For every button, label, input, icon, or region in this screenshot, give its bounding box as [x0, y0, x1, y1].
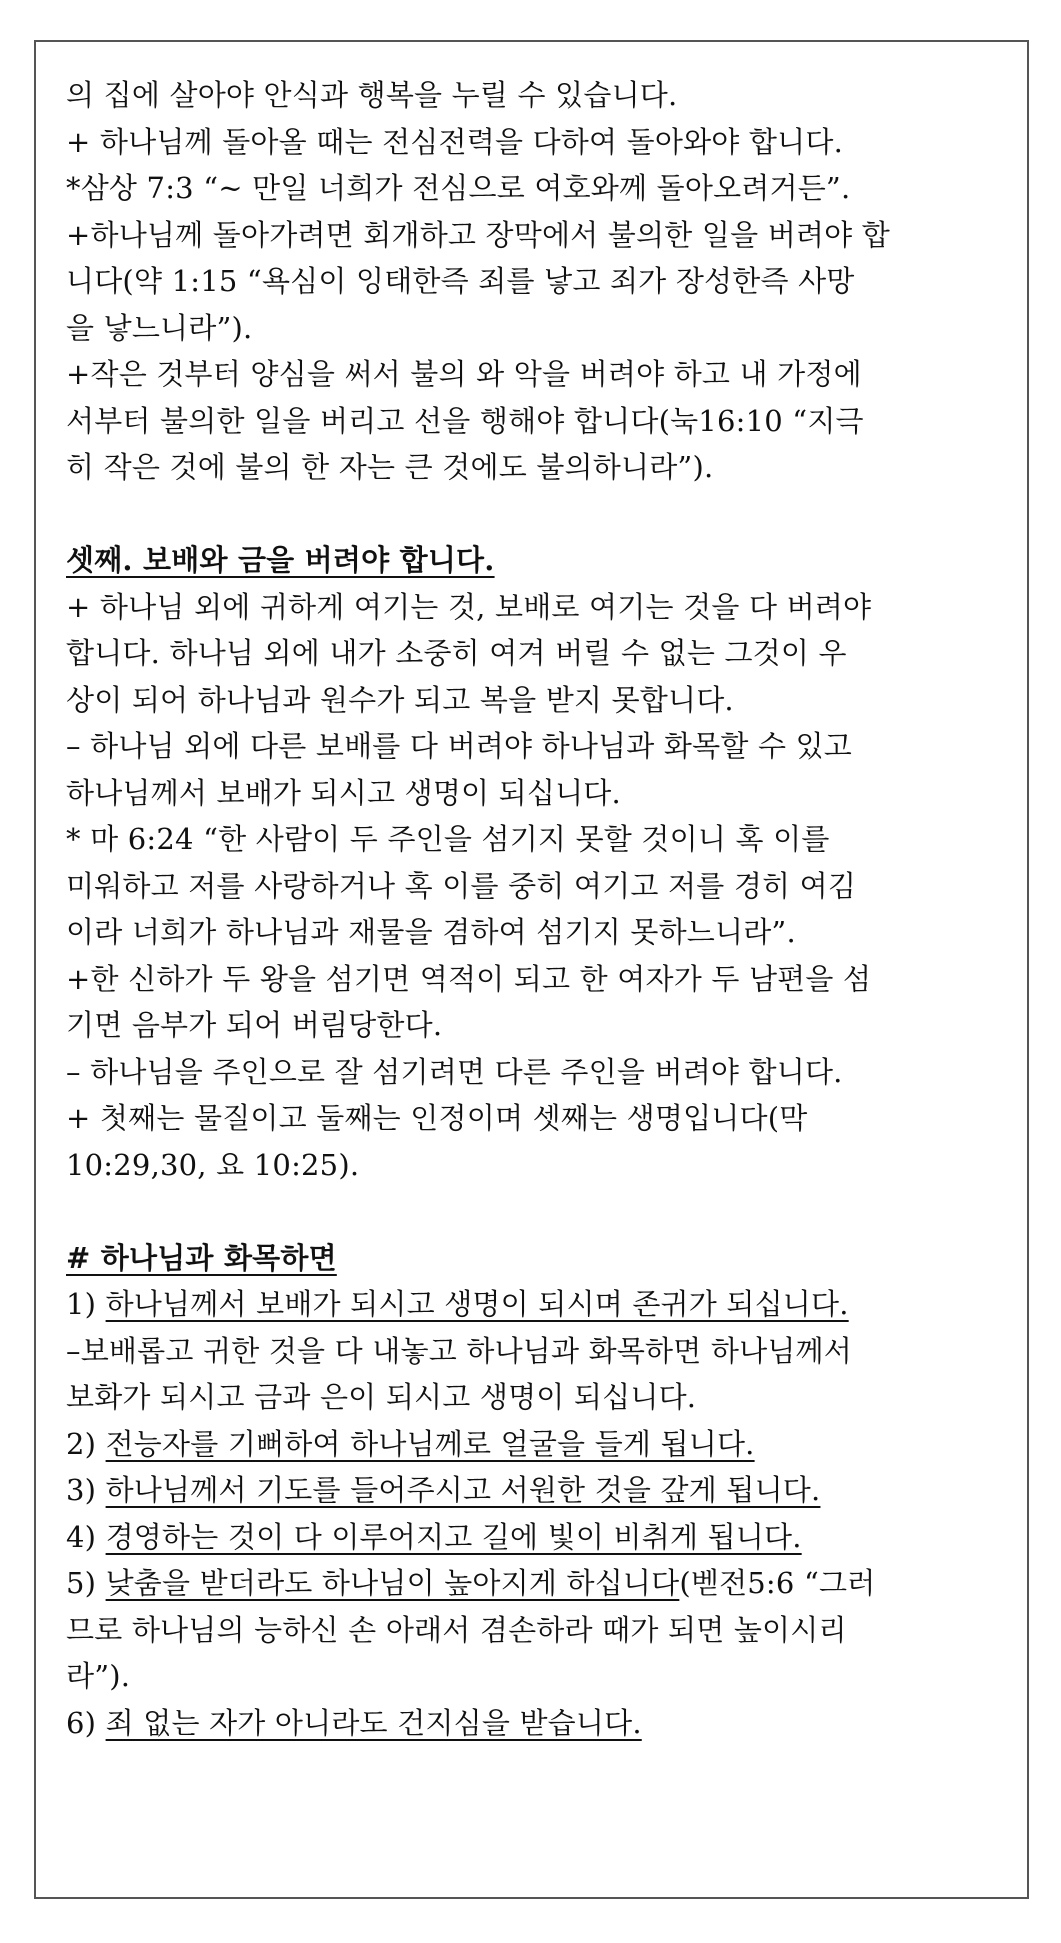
text-line: +한 신하가 두 왕을 섬기면 역적이 되고 한 여자가 두 남편을 섬 — [66, 961, 872, 996]
text-line: –보배롭고 귀한 것을 다 내놓고 하나님과 화목하면 하나님께서 — [66, 1333, 852, 1368]
text-line: +하나님께 돌아가려면 회개하고 장막에서 불의한 일을 버려야 합 — [66, 217, 890, 252]
text-line: 기면 음부가 되어 버림당한다. — [66, 1008, 443, 1042]
list-item — [66, 1700, 1016, 1747]
paragraph-gap — [66, 491, 1016, 538]
section-heading — [66, 1235, 1016, 1282]
text-line: 므로 하나님의 능하신 손 아래서 겸손하라 때가 되면 높이시리 — [66, 1612, 847, 1647]
text-line: 하나님께서 보배가 되시고 생명이 되십니다. — [66, 775, 621, 810]
text-line: 상이 되어 하나님과 원수가 되고 복을 받지 못합니다. — [66, 682, 734, 717]
text-line: 서부터 불의한 일을 버리고 선을 행해야 합니다(눅16:10 “지극 — [66, 403, 864, 438]
text-line: – 하나님 외에 다른 보배를 다 버려야 하나님과 화목할 수 있고 — [66, 729, 853, 763]
list-item — [66, 1467, 1016, 1514]
list-item-text: 죄 없는 자가 아니라도 건지심을 받습니다. — [105, 1705, 642, 1740]
list-item-text: 하나님께서 기도를 들어주시고 서원한 것을 갚게 됩니다. — [105, 1473, 821, 1507]
list-item-text: 하나님께서 보배가 되시고 생명이 되시며 존귀가 되십니다. — [105, 1287, 849, 1321]
text-line: + 하나님 외에 귀하게 여기는 것, 보배로 여기는 것을 다 버려야 — [66, 589, 872, 624]
text-line: 이라 너희가 하나님과 재물을 겸하여 섬기지 못하느니라”. — [66, 915, 796, 949]
list-item-text: 경영하는 것이 다 이루어지고 길에 빛이 비취게 됩니다. — [105, 1519, 802, 1554]
paragraph-gap — [66, 1188, 1016, 1235]
text-line: 을 낳느니라”). — [66, 310, 253, 345]
text-line: *삼상 7:3 “~ 만일 너희가 전심으로 여호와께 돌아오려거든”. — [66, 171, 851, 205]
list-item-text: 전능자를 기뻐하여 하나님께로 얼굴을 들게 됩니다. — [105, 1426, 755, 1461]
list-number: 5) — [66, 1566, 97, 1600]
text-line: 히 작은 것에 불의 한 자는 큰 것에도 불의하니라”). — [66, 450, 714, 484]
list-item-text: 낮춤을 받더라도 하나님이 높아지게 하십니다 — [105, 1566, 680, 1600]
list-item — [66, 1281, 1016, 1328]
list-item-reference: (벧전5:6 “그러 — [679, 1566, 876, 1600]
list-number: 6) — [66, 1705, 97, 1740]
text-line: 미워하고 저를 사랑하거나 혹 이를 중히 여기고 저를 경히 여김 — [66, 868, 857, 903]
text-line: – 하나님을 주인으로 잘 섬기려면 다른 주인을 버려야 합니다. — [66, 1054, 843, 1089]
text-line: + 첫째는 물질이고 둘째는 인정이며 셋째는 생명입니다(막 — [66, 1101, 808, 1135]
list-number: 2) — [66, 1426, 97, 1461]
text-line: 니다(약 1:15 “욕심이 잉태한즉 죄를 낳고 죄가 장성한즉 사망 — [66, 264, 855, 298]
text-line: 보화가 되시고 금과 은이 되시고 생명이 되십니다. — [66, 1380, 697, 1414]
list-number: 4) — [66, 1519, 97, 1554]
list-item — [66, 1560, 1016, 1607]
section-heading-text: 셋째. 보배와 금을 버려야 합니다. — [66, 543, 495, 577]
document-body — [66, 72, 1016, 1746]
list-item — [66, 1421, 1016, 1468]
text-line: +작은 것부터 양심을 써서 불의 와 악을 버려야 하고 내 가정에 — [66, 357, 862, 391]
list-number: 3) — [66, 1473, 97, 1507]
text-line: + 하나님께 돌아올 때는 전심전력을 다하여 돌아와야 합니다. — [66, 124, 843, 159]
section-heading-text: # 하나님과 화목하면 — [66, 1240, 337, 1275]
list-item — [66, 1514, 1016, 1561]
section-heading — [66, 537, 1016, 584]
text-line: 라”). — [66, 1659, 131, 1693]
list-number: 1) — [66, 1287, 97, 1321]
text-line: 의 집에 살아야 안식과 행복을 누릴 수 있습니다. — [66, 78, 678, 112]
text-line: * 마 6:24 “한 사람이 두 주인을 섬기지 못할 것이니 혹 이를 — [66, 822, 830, 856]
text-line: 합니다. 하나님 외에 내가 소중히 여겨 버릴 수 없는 그것이 우 — [66, 636, 847, 670]
text-line: 10:29,30, 요 10:25). — [66, 1147, 360, 1182]
